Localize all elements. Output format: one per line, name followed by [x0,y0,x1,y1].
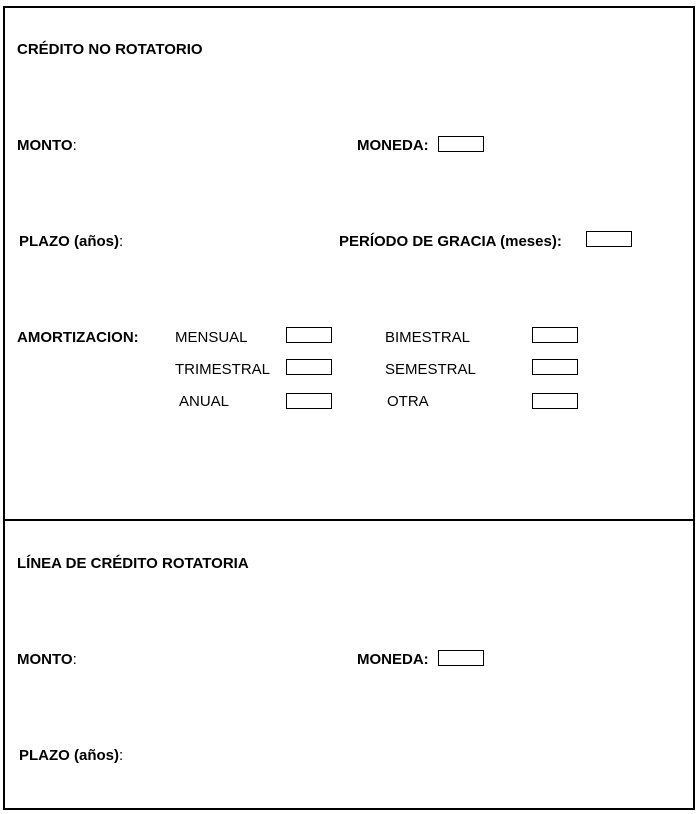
section-title-linea-credito-rotatoria: LÍNEA DE CRÉDITO ROTATORIA [17,555,249,572]
monto-colon: : [72,137,77,154]
option-bimestral-label: BIMESTRAL [385,329,471,346]
monto-row-2 [17,651,77,669]
option-semestral-label: SEMESTRAL [385,361,476,378]
section-title-credito-no-rotatorio: CRÉDITO NO ROTATORIO [17,41,203,58]
option-mensual-label: MENSUAL [175,329,248,346]
monto-colon-2: : [72,651,77,668]
section-divider [3,519,695,521]
option-anual-label: ANUAL [179,393,230,410]
periodo-gracia-label: PERÍODO DE GRACIA (meses): [339,233,562,250]
option-otra-label: OTRA [387,393,429,410]
moneda-field-2[interactable] [438,650,484,666]
anual-checkbox[interactable] [286,393,332,409]
plazo-label-2: PLAZO (años) [19,747,119,764]
mensual-checkbox[interactable] [286,327,332,343]
form-frame [3,6,695,810]
periodo-gracia-field[interactable] [586,231,632,247]
monto-label-2: MONTO [17,651,73,668]
moneda-label-2: MONEDA: [357,651,429,668]
amortizacion-label: AMORTIZACION: [17,329,139,346]
monto-row [17,137,77,155]
semestral-checkbox[interactable] [532,359,578,375]
bimestral-checkbox[interactable] [532,327,578,343]
plazo-label: PLAZO (años) [19,233,119,250]
plazo-colon-2: : [119,747,124,764]
otra-checkbox[interactable] [532,393,578,409]
option-trimestral-label: TRIMESTRAL [175,361,271,378]
monto-label: MONTO [17,137,73,154]
plazo-row [19,233,123,251]
moneda-label: MONEDA: [357,137,429,154]
plazo-colon: : [119,233,124,250]
trimestral-checkbox[interactable] [286,359,332,375]
plazo-row-2 [19,747,123,765]
moneda-field[interactable] [438,136,484,152]
